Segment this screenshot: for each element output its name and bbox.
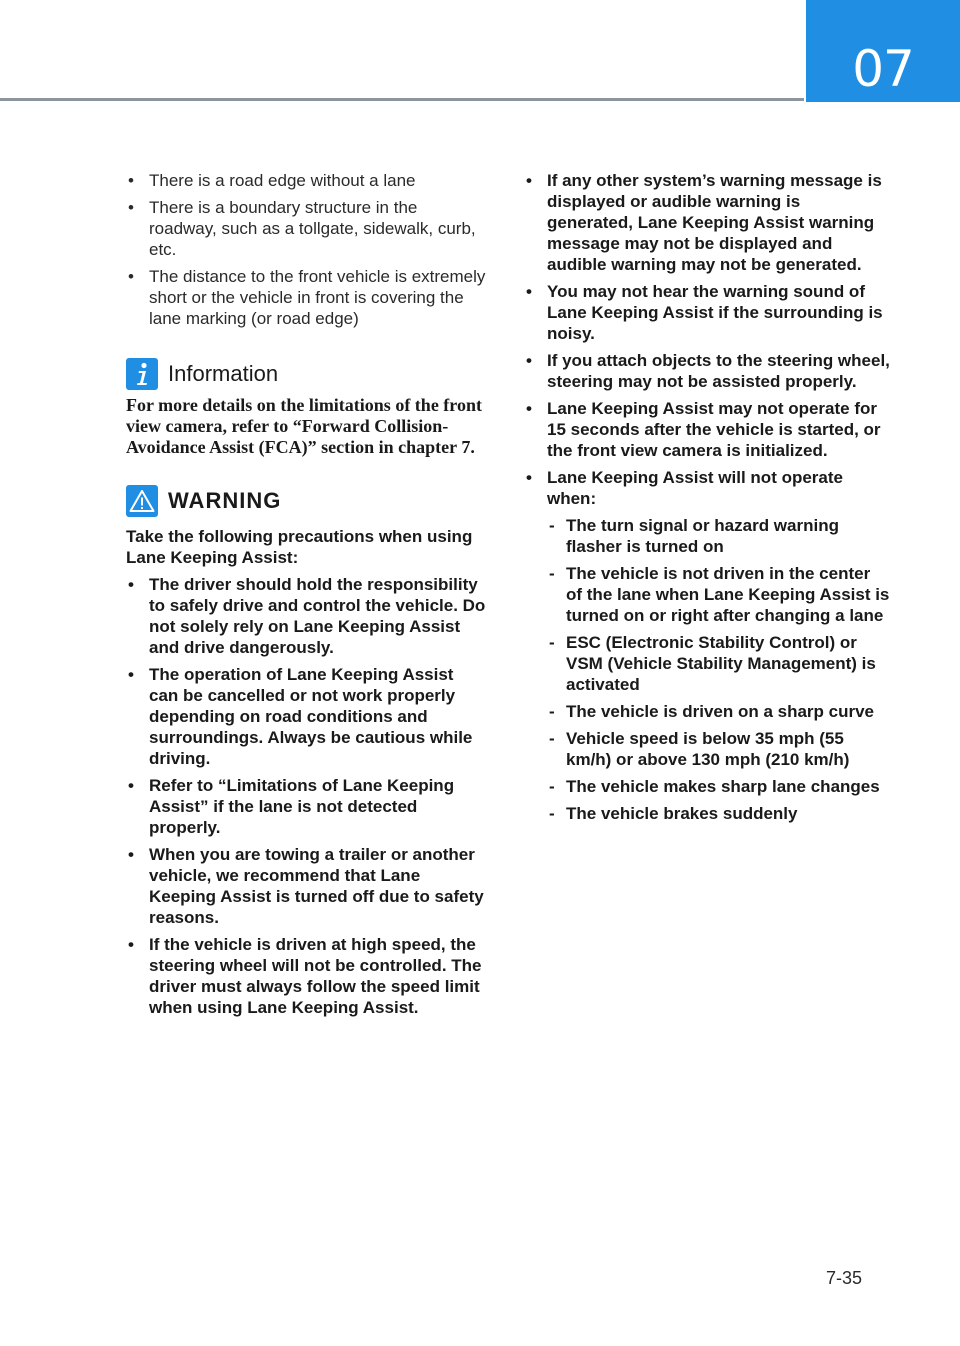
right-column [524,170,890,830]
page-number: 7-35 [826,1268,863,1288]
limitation-list [126,170,486,329]
list-item: • If any other system’s warning message is displayed or audible warning is generated, Lane Keeping Assist warning message may not be displayed and audible warning may not be generated. [524,170,890,275]
information-text: For more details on the limitations of the front view camera, refer to “Forward Collision-Avoidance Assist (FCA)” section in chapter 7. [126,395,482,457]
warning-title: WARNING [168,488,282,513]
left-column [126,170,486,1024]
warning-list-continued [524,170,890,824]
list-item: • Refer to “Limitations of Lane Keeping Assist” if the lane is not detected properly. [126,775,486,838]
list-item: • Lane Keeping Assist may not operate for 15 seconds after the vehicle is started, or the front view camera is initialized. [524,398,890,461]
list-item: • You may not hear the warning sound of Lane Keeping Assist if the surrounding is noisy. [524,281,890,344]
list-item: • If you attach objects to the steering wheel, steering may not be assisted properly. [524,350,890,392]
list-item: • There is a boundary structure in the roadway, such as a tollgate, sidewalk, curb, etc. [126,197,486,260]
warning-intro: Take the following precautions when using Lane Keeping Assist: [126,527,473,567]
warning-icon [126,485,158,517]
list-item: • The distance to the front vehicle is extremely short or the vehicle in front is covering the lane marking (or road edge) [126,266,486,329]
condition-item: - The vehicle is driven on a sharp curve [547,701,890,722]
warning-list [126,574,486,1018]
condition-item: - The vehicle brakes suddenly [547,803,890,824]
condition-item: - The vehicle is not driven in the center of the lane when Lane Keeping Assist is turned on or right after changing a lane [547,563,890,626]
information-header [126,357,486,391]
list-item [524,467,890,824]
list-item-text: Lane Keeping Assist will not operate when: [547,468,843,508]
condition-item: - Vehicle speed is below 35 mph (55 km/h) or above 130 mph (210 km/h) [547,728,890,770]
info-icon [126,358,158,390]
chapter-tab: 07 [806,0,960,102]
list-item: • There is a road edge without a lane [126,170,486,191]
list-item: • If the vehicle is driven at high speed, the steering wheel will not be controlled. The driver must always follow the speed limit when using Lane Keeping Assist. [126,934,486,1018]
condition-list [547,515,890,824]
list-item: • When you are towing a trailer or another vehicle, we recommend that Lane Keeping Assist is turned off due to safety reasons. [126,844,486,928]
condition-item: - ESC (Electronic Stability Control) or VSM (Vehicle Stability Management) is activated [547,632,890,695]
condition-item: - The vehicle makes sharp lane changes [547,776,890,797]
condition-item: - The turn signal or hazard warning flasher is turned on [547,515,890,557]
information-title: Information [168,361,279,386]
list-item: • The driver should hold the responsibility to safely drive and control the vehicle. Do not solely rely on Lane Keeping Assist and drive dangerously. [126,574,486,658]
header-rule [0,98,804,101]
list-item: • The operation of Lane Keeping Assist can be cancelled or not work properly depending on road conditions and surroundings. Always be cautious while driving. [126,664,486,769]
warning-header [126,484,486,518]
